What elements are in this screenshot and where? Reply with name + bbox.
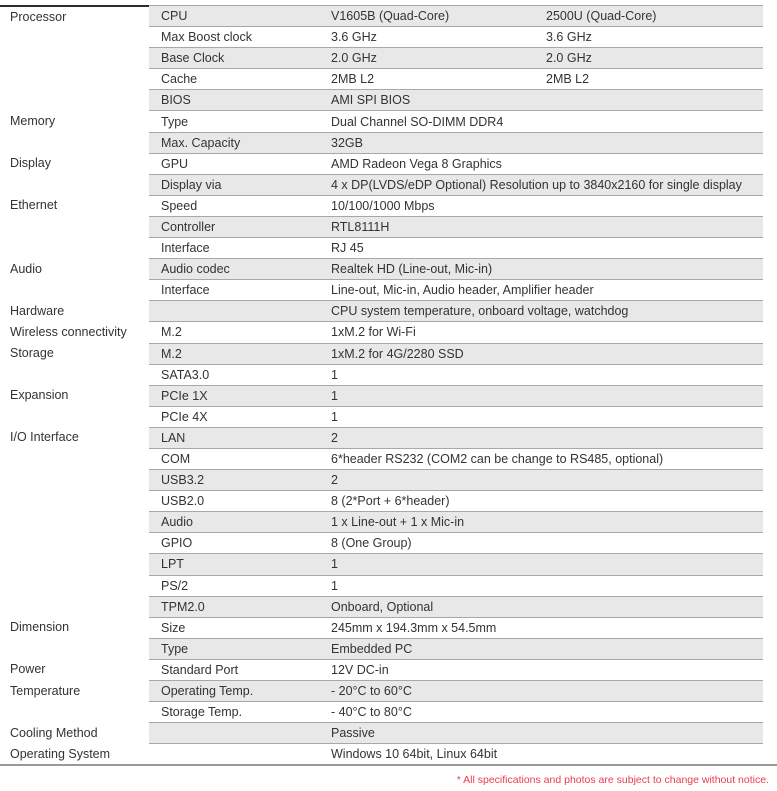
row-content [149,680,763,701]
category-label [0,490,149,511]
value-primary: 8 (2*Port + 6*header) [331,494,450,509]
row-content [149,110,763,131]
table-row [0,26,777,47]
table-row [0,511,777,532]
row-content [149,722,763,743]
category-label: Audio [10,261,42,276]
value-primary: 32GB [331,135,363,150]
row-content [149,364,763,385]
attribute-label: Size [161,620,186,635]
attribute-label: M.2 [161,325,182,340]
category-label [0,406,149,427]
category-label [0,279,149,300]
row-content [149,406,763,427]
row-content [149,216,763,237]
table-row [0,385,777,406]
category-label [0,596,149,617]
row-content [149,343,763,364]
attribute-label: Display via [161,177,222,192]
value-primary: 3.6 GHz [331,30,377,45]
footnote-row [0,766,777,788]
row-content [149,195,763,216]
table-row [0,5,777,26]
category-label: Processor [0,5,149,26]
category-label: Power [10,662,46,677]
value-primary: 1 [331,409,338,424]
value-primary: 8 (One Group) [331,536,412,551]
disclaimer-note: * All specifications and photos are subject to change without notice. [456,774,769,787]
table-row [0,237,777,258]
category-label [0,364,149,385]
row-content [149,553,763,574]
value-primary: 2MB L2 [331,72,375,87]
table-row [0,216,777,237]
category-label [0,26,149,47]
value-primary: Line-out, Mic-in, Audio header, Amplifier header [331,283,594,298]
category-label [0,532,149,553]
table-row [0,659,777,680]
table-row [0,174,777,195]
attribute-label: CPU [161,9,188,24]
table-row [0,490,777,511]
category-label [0,511,149,532]
row-content [149,532,763,553]
table-row [0,406,777,427]
attribute-label: Base Clock [161,51,225,66]
category-label: Operating System [10,746,111,761]
row-content [149,174,763,195]
table-row [0,680,777,701]
row-content [149,258,763,279]
category-label: Temperature [10,683,81,698]
table-row [0,553,777,574]
attribute-label: Interface [161,241,210,256]
table-row [0,132,777,153]
attribute-label: GPIO [161,536,193,551]
row-content [149,47,763,68]
table-row [0,638,777,659]
table-row [0,722,777,743]
attribute-label: Max. Capacity [161,135,241,150]
category-label [0,575,149,596]
table-row [0,258,777,279]
attribute-label: PCIe 1X [161,388,208,403]
value-secondary: 2.0 GHz [546,51,592,66]
table-row [0,47,777,68]
value-primary: CPU system temperature, onboard voltage, watchdog [331,304,629,319]
category-label [0,216,149,237]
attribute-label: Type [161,641,189,656]
table-row [0,279,777,300]
attribute-label: Audio codec [161,262,230,277]
attribute-label: Standard Port [161,662,239,677]
value-secondary: 3.6 GHz [546,30,592,45]
attribute-label: BIOS [161,93,191,108]
category-label [0,174,149,195]
category-label [0,89,149,110]
value-primary: 1xM.2 for 4G/2280 SSD [331,346,464,361]
value-primary: 1 x Line-out + 1 x Mic-in [331,515,465,530]
category-label: Wireless connectivity [10,324,127,339]
row-content [149,575,763,596]
table-row [0,596,777,617]
row-content [149,701,763,722]
row-content [149,638,763,659]
category-label: Ethernet [10,198,58,213]
table-row [0,448,777,469]
category-label: Display [10,156,51,171]
attribute-label: Type [161,114,189,129]
attribute-label: Speed [161,198,198,213]
value-primary: V1605B (Quad-Core) [331,9,450,24]
row-content [149,300,763,321]
attribute-label: Interface [161,283,210,298]
row-content [149,237,763,258]
table-row [0,701,777,722]
table-row [0,68,777,89]
attribute-label: Controller [161,219,216,234]
value-primary: 6*header RS232 (COM2 can be change to RS485, optional) [331,452,664,467]
table-row [0,364,777,385]
category-label [0,47,149,68]
table-row [0,575,777,596]
spec-table [0,5,777,764]
category-label: Memory [10,114,56,129]
row-content [149,659,763,680]
value-primary: Windows 10 64bit, Linux 64bit [331,747,498,762]
value-primary: - 40°C to 80°C [331,705,412,720]
value-primary: - 20°C to 60°C [331,684,412,699]
row-content [149,743,763,764]
row-content [149,448,763,469]
value-primary: 1 [331,367,338,382]
value-primary: Passive [331,726,375,741]
attribute-label: PS/2 [161,578,189,593]
table-row [0,321,777,342]
value-primary: 2 [331,430,338,445]
category-label [0,68,149,89]
category-label: Dimension [10,620,70,635]
category-label [0,237,149,258]
value-primary: 10/100/1000 Mbps [331,198,435,213]
value-primary: 2 [331,473,338,488]
row-content [149,5,763,26]
row-content [149,321,763,342]
value-primary: AMD Radeon Vega 8 Graphics [331,156,502,171]
table-row [0,469,777,490]
row-content [149,511,763,532]
row-content [149,153,763,174]
attribute-label: Storage Temp. [161,705,243,720]
value-primary: 1 [331,578,338,593]
table-row [0,427,777,448]
row-content [149,89,763,110]
attribute-label: Cache [161,72,198,87]
table-row [0,532,777,553]
category-label: Hardware [10,303,65,318]
table-row [0,617,777,638]
attribute-label: Audio [161,515,193,530]
attribute-label: SATA3.0 [161,367,210,382]
row-content [149,68,763,89]
value-primary: Onboard, Optional [331,599,434,614]
value-primary: AMI SPI BIOS [331,93,411,108]
value-primary: 12V DC-in [331,662,389,677]
attribute-label: TPM2.0 [161,599,205,614]
category-label [0,469,149,490]
attribute-label: LAN [161,430,186,445]
category-label: Cooling Method [10,725,98,740]
attribute-label: LPT [161,557,184,572]
attribute-label: COM [161,452,191,467]
category-label [0,638,149,659]
row-content [149,596,763,617]
row-content [149,26,763,47]
value-primary: Realtek HD (Line-out, Mic-in) [331,262,493,277]
value-primary: 245mm x 194.3mm x 54.5mm [331,620,497,635]
value-primary: Dual Channel SO-DIMM DDR4 [331,114,504,129]
table-row [0,300,777,321]
value-secondary: 2500U (Quad-Core) [546,9,657,24]
row-content [149,469,763,490]
attribute-label: M.2 [161,346,182,361]
value-secondary: 2MB L2 [546,72,590,87]
table-row [0,89,777,110]
value-primary: RJ 45 [331,241,364,256]
attribute-label: PCIe 4X [161,409,208,424]
value-primary: RTL8111H [331,219,390,234]
value-primary: 4 x DP(LVDS/eDP Optional) Resolution up to 3840x2160 for single display [331,177,742,192]
category-label: Storage [10,346,54,361]
value-primary: 1 [331,557,338,572]
table-row [0,195,777,216]
row-content [149,490,763,511]
row-content [149,385,763,406]
row-content [149,427,763,448]
table-row [0,110,777,131]
attribute-label: USB2.0 [161,494,205,509]
value-primary: 2.0 GHz [331,51,377,66]
value-primary: 1xM.2 for Wi-Fi [331,325,416,340]
category-label [0,448,149,469]
row-content [149,617,763,638]
category-label: I/O Interface [10,430,79,445]
category-label [0,553,149,574]
category-label: Expansion [10,388,69,403]
row-content [149,132,763,153]
table-row [0,743,777,764]
table-row [0,153,777,174]
category-label [0,132,149,153]
attribute-label: Max Boost clock [161,30,253,45]
attribute-label: GPU [161,156,189,171]
row-content [149,279,763,300]
attribute-label: USB3.2 [161,473,205,488]
category-label [0,701,149,722]
attribute-label: Operating Temp. [161,684,254,699]
table-row [0,343,777,364]
value-primary: 1 [331,388,338,403]
value-primary: Embedded PC [331,641,413,656]
